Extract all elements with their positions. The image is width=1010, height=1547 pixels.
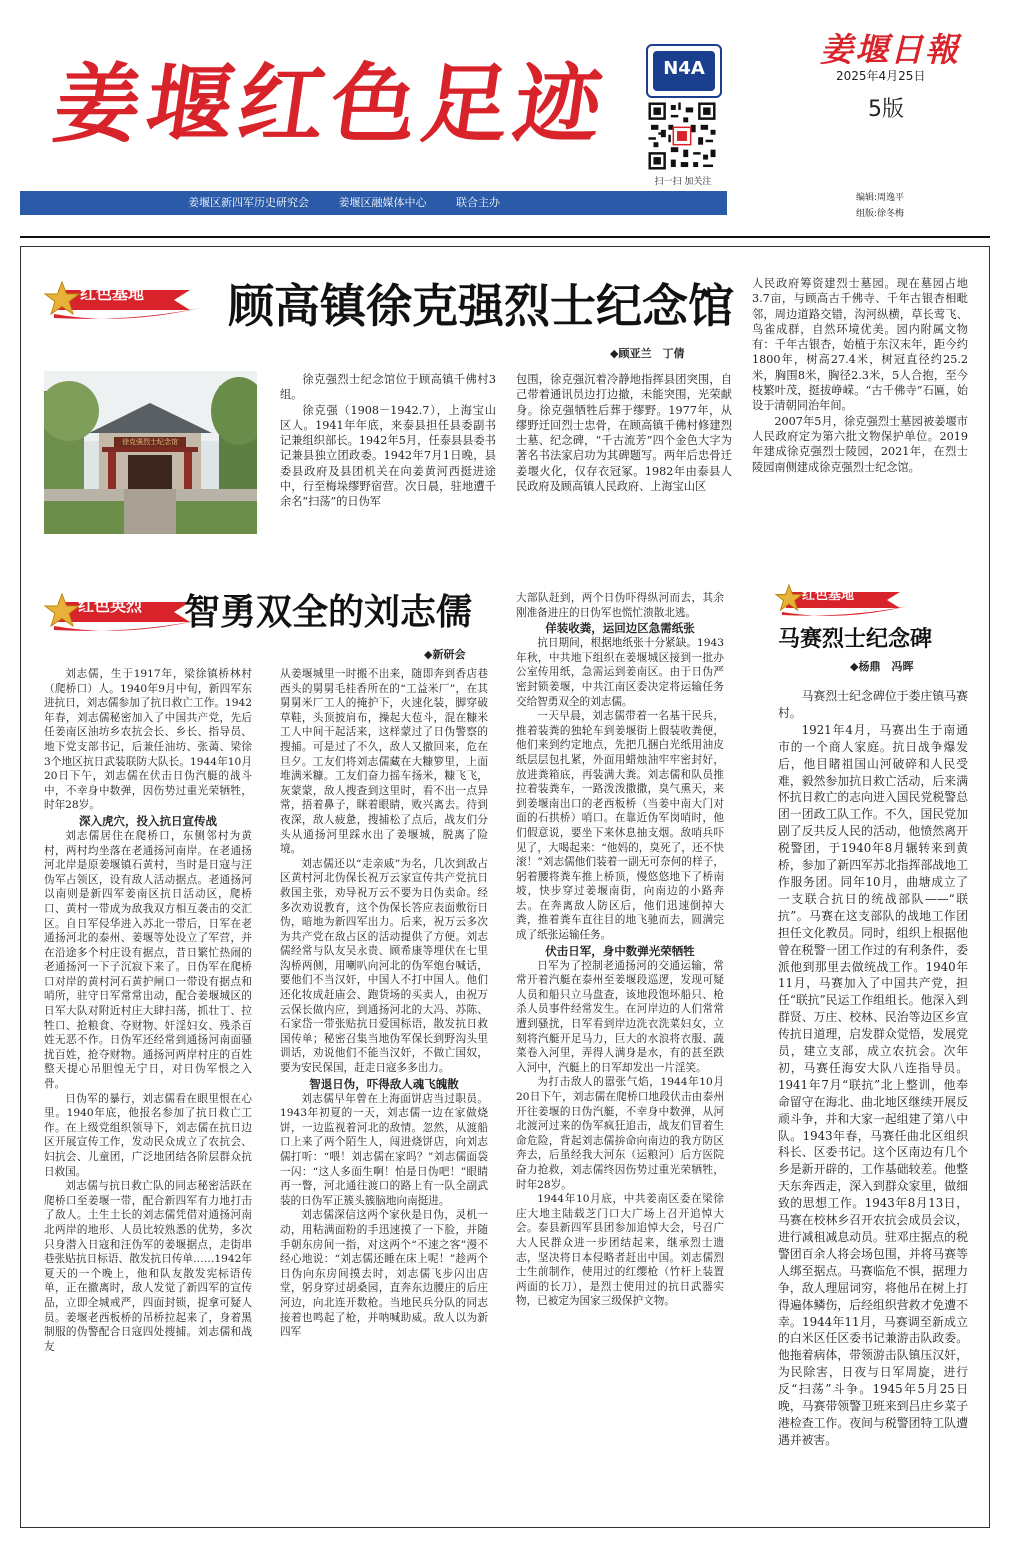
masthead-title: 姜堰红色足迹 [47,54,615,155]
editor-credit: 编辑:周逸平 [856,193,905,203]
paragraph: 2007年5月，徐克强烈士墓园被姜堰市人民政府定为第六批文物保护单位。2019年建成徐克强烈士陵园，2021年，在烈士陵园南侧建成徐克强烈士纪念馆。 [752,414,968,474]
article1-title: 顾高镇徐克强烈士纪念馆 [228,279,734,333]
paragraph: 包围，徐克强沉着冷静地指挥县团突围，自己带着通讯员边打边撤，未能突围，光荣献身。徐克强牺牲后葬于缪野。1977年，从缪野迁回烈士忠骨，在顾高镇千佛村修建烈士墓、纪念碑，“千古流芳”四个金色大字为著名书法家启功为其碑题写。两年后忠骨迁姜堰火化，仅存衣冠冢。1982年由泰县人民政府及顾高镇人民政府、上海宝山区 [516,373,732,494]
organizer-1: 姜堰区新四军历史研究会 [188,196,309,209]
paragraph: 刘志儒，生于1917年，梁徐镇桥林村（爬桥口）人。1940年9月中旬，新四军东进抗日，刘志儒参加了抗日救亡工作。1942年春，刘志儒秘密加入了中国共产党，先后任姜南区油坊乡农抗会长、乡长、指导员、地下党支部书记，后兼任油坊、张蔼、梁徐3个地区抗日武装联防大队长。1944年10月20日下午，刘志儒在伏击日伪汽艇的战斗中，不幸身中数弹，因伤势过重光荣牺牲，时年28岁。 [44,668,252,812]
paragraph: 徐克强（1908－1942.7），上海宝山区人。1941年年底，来泰县担任县委副书记兼组织部长。1942年5月，任泰县县委书记兼县独立团政委。1942年7月1日晚，县委县政府及县团机关在向姜黄河西挺进途中，行至梅垛缪野宿营。次日晨，驻地遭千余名“扫荡”的日伪军 [280,403,496,509]
memorial-hall-photo [44,371,257,534]
subheading: 佯装收粪，运回边区急需纸张 [545,621,695,636]
n4a-badge [646,44,722,98]
edition-number: 5版 [868,97,904,122]
article1-column-3 [752,276,968,475]
organizers-bar [20,191,727,215]
paragraph: 抗日期间，根据地纸张十分紧缺。1943年秋，中共地下组织在姜堰城区接到一批办公室传用纸，急需运到姜南区。由于日伪严密封锁姜堰，中共江南区委决定将运输任务交给智勇双全的刘志儒。 [516,637,724,708]
issue-date: 2025年4月25日 [836,69,926,83]
newspaper-name: 姜堰日報 [820,30,960,69]
article1-column-1 [280,372,496,510]
article2-column-2 [280,667,488,1340]
article1-column-2 [516,372,732,494]
article2-tag: 红色英烈 [78,596,143,615]
header-rule [20,236,990,238]
organizer-3: 联合主办 [456,196,500,209]
paragraph: 刘志儒还以“走亲戚”为名，几次到敌占区黄村河北伪保长祝万云家宣传共产党抗日救国主张，劝导祝万云不要为日伪卖命。经多次劝说教育，这个伪保长答应表面敷衍日伪，暗地为新四军出力。后来，祝万云多次为共产党在敌占区的活动提供了方便。刘志儒经常与队友吴永贵、顾希康等埋伏在七里沟桥两侧，用喇叭向河北的伪军炮台喊话，要他们不当汉奸，中国人不打中国人。他们还化妆成赶庙会、跑货场的买卖人，由祝万云保长做内应，到通扬河北的大冯、苏陈、石家岱一带张贴抗日爱国标语，散发抗日救国传单；秘密召集当地伪军保长到野沟头里训话，劝说他们不能当汉奸，不做亡国奴，要为安民保国，赶走日寇多多出力。 [280,857,488,1075]
article3-byline: ◆杨鼎 冯晖 [850,660,914,673]
paragraph: 日军为了控制老通扬河的交通运输，常常开着汽艇在泰州至姜堰段巡逻，发现可疑人员和船只立马盘查，该地段饱坏船只、枪杀人员事件经常发生。在河岸边的人们常常遭到骚扰，日军看到岸边洗衣洗菜妇女，立刻将汽艇开足马力，巨大的水浪将衣服、蔬菜卷入河里，弄得人满身是水，有的甚至跌入河中，汽艇上的日军却发出一片淫笑。 [516,959,724,1074]
paragraph: 大部队赶到，两个日伪吓得纵河而去，其余刚准备进庄的日伪军也慌忙溃散北逃。 [516,592,724,619]
article2-column-1 [44,667,252,1354]
article2-column-3 [516,591,724,1309]
paragraph: 日伪军的暴行，刘志儒看在眼里恨在心里。1940年底，他报名参加了抗日救亡工作。在上级党组织领导下，刘志儒在抗日边区开展宣传工作，发动民众成立了农抗会、妇抗会、儿童团，广泛地团结各阶层群众抗日救国。 [44,1092,252,1178]
paragraph: 为打击敌人的嚣张气焰，1944年10月20日下午，刘志儒在爬桥口地段伏击由泰州开往姜堰的日伪汽艇，不幸身中数弹，从河北渡河过来的伪军疯狂追击，战友们冒着生命危险，背起刘志儒拚命向南边的我方防区奔去，后虽经我大河东（运粮河）后方医院奋力抢救，刘志儒终因伤势过重光荣牺牲，时年28岁。 [516,1076,724,1191]
article1-tag: 红色基地 [80,284,145,303]
layout-credit: 组版:徐冬梅 [856,209,905,219]
credits [856,190,904,222]
article3-tag: 红色基地 [802,588,855,603]
subheading: 深入虎穴，投入抗日宣传战 [79,813,217,828]
n4a-badge-label: N4A [653,51,715,91]
article2-byline: ◆新研会 [424,648,466,661]
paragraph: 刘志儒深信这两个家伙是日伪，灵机一动，用粘满面粉的手迅速摸了一下脸，并随手朝东房间一指，对这两个“不速之客”漫不经心地说：“刘志儒还睡在床上呢！”趁两个日伪向东房间摸去时，刘志儒飞步闪出店堂，躬身穿过胡桑园，直奔东边腰庄的后庄河边，向北连开数枪。当地民兵分队的同志接着也鸣起了枪，并呐喊助威。敌人以为新四军 [280,1209,488,1339]
paragraph: 徐克强烈士纪念馆位于顾高镇千佛村3组。 [280,373,496,402]
article3-title: 马赛烈士纪念碑 [778,626,933,652]
paragraph: 从姜堰城里一时搬不出来，随即奔到香店巷西头的舅舅毛桂香所在的“工益米厂”，在其舅舅米厂工人的掩护下，火速化装，脚穿破草鞋，头顶披肩布，操起大苞斗，混在糠米工人中间干起活来，这样蒙过了日伪警察的搜捕。可是过了不久，敌人又撤回来，危在旦夕。工友们将刘志儒藏在大糠箩里，上面堆满米糠。工友们奋力摇车扬米，糠飞飞，灰蒙蒙，敌人搜查到这里时，看不出一点异常，捂着鼻子，眯着眼睛，败兴离去。待到夜深，敌人疲惫，搜捕松了点后，战友们分头从通扬河里踩水出了姜堰城，脱离了险境。 [280,668,488,856]
paragraph: 人民政府筹资建烈士墓园。现在墓园占地3.7亩，与顾高古千佛寺、千年古银杏相毗邻，周边道路交错，沟河纵横，草长莺飞、鸟雀成群，自然环境优美。园内附属文物有：千年古银杏，始植于东汉末年，距今约1800年，树高27.4米，树冠直径约25.2米，胸围8米，胸径2.3米，5人合抱，至今枝繁叶茂，挺拔峥嵘。“古千佛寺”石匾，始设于清朝同治年间。 [752,277,968,413]
article3-column [778,688,968,1449]
paragraph: 刘志儒与抗日救亡队的同志秘密活跃在爬桥口至姜堰一带，配合新四军有力地打击了敌人。土生土长的刘志儒凭借对通扬河南北两岸的地形、人员比较熟悉的优势，多次只身潜入日寇和汪伪军的姜堰据点，走街串巷张贴抗日标语、散发抗日传单……1942年夏天的一个晚上，他和队友散发宪标语传单，正在撤离时，敌人发觉了新四军的宣传品，立即全城戒严，四面封锁，捉拿可疑人员。姜堰老西板桥的吊桥拉起来了，身着黑制服的伪警配合日寇四处搜捕。刘志儒和战友 [44,1180,252,1353]
paragraph: 刘志儒早年曾在上海面饼店当过职员。1943年初夏的一天，刘志儒一边在家做烧饼，一边监视着河北的敌情。忽然，从渡船口上来了两个陌生人，闯进烧饼店，向刘志儒打听：“喂！刘志儒在家吗？”刘志儒面袋一闪：“这人多面生啊！怕是日伪吧！”眼睛再一瞥，河北通往渡口的路上有一队全副武装的日伪军正簇头簇脑地向南挺进。 [280,1092,488,1207]
paragraph: 刘志儒居住在爬桥口，东侧邻村为黄村，两村均坐落在老通扬河南岸。在老通扬河北岸是原姜堰镇石黄村，当时是日寇与汪伪军占领区，设有敌人活动据点。老通扬河以南则是新四军姜南区抗日活动区，爬桥口、黄村一带成为敌我双方相互袭击的交汇区。自日军侵华进入苏北一带后，日军在老通扬河北的泰州、姜堰等处设立了军营，并在沿途多个村庄设有据点，昔日繁忙热闹的老通扬河一下子沉寂下来了。日伪军在爬桥口对岸的黄村河石黄护闸口一带设有据点和哨所，驻守日军常常出动，配合姜堰城区的日军大队对附近村庄大肆扫荡，抓壮丁、拉牲口、抢粮食、夺财物、奸淫妇女、残杀百姓无恶不作。日伪军还经常到通扬河南面骚扰百姓，抢夺财物。通扬河两岸村庄的百姓整天提心吊胆惶无宁日，对日伪军恨之入骨。 [44,829,252,1091]
paragraph: 一天早晨，刘志儒带着一名基干民兵，推着装粪的独轮车到姜堰街上假装收粪便，他们来到约定地点，先把几捆白光纸用油皮纸层层包扎紧，外面用蜡烛油牢牢密封好，放进粪箱底，再装满大粪。刘志儒和队员推拉着装粪车，一路泼泼撒撒，臭气熏天，来到姜堰南出口的老西板桥（当姜中南大门对面的石拱桥）哨口。在靠近伪军岗哨时，他们假意说，要坐下来休息抽支烟。敌哨兵吓见了，大喝起来：“他妈的，臭死了，还不快滚！”刘志儒他们装着一副无可奈何的样子，躬着腰将粪车推上桥顶，慢悠悠地下了桥南坡，快步穿过姜堰南街，向南边的小路奔去。在奔离敌人防区后，他们迅速倒掉大粪，推着粪车直往目的地飞驰而去，圆满完成了纸张运输任务。 [516,710,724,942]
article1-byline: ◆顾亚兰 丁倩 [610,347,685,360]
subheading: 伏击日军，身中数弹光荣牺牲 [545,943,695,958]
photo-sign-text: 徐克强烈士纪念馆 [122,438,178,446]
paragraph: 马赛烈士纪念碑位于娄庄镇马赛村。 [778,689,968,720]
qr-code-icon[interactable] [646,100,718,172]
paragraph: 1921年4月，马赛出生于南通市的一个商人家庭。抗日战争爆发后，他目睹祖国山河破碎和人民受难，毅然参加抗日救亡活动，后来满怀抗日救亡的志向进入国民党税警总团一团政工队工作。不久，国民党加剧了反共反人民的活动，他愤然离开税警团，于1940年8月辗转来到黄桥，参加了新四军苏北指挥部战地工作服务团。同年10月，曲塘成立了一支联合抗日的统战部队——“联抗”。马赛在这支部队的战地工作团担任文化教员。同时，组织上根据他曾在税警一团工作过的有利条件，委派他到那里去做统战工作。1940年11月，马赛加入了中国共产党，担任“联抗”民运工作组组长。他深入到群贤、万庄、校林、民治等边区乡宣传抗日道理，启发群众觉悟，发展党员，建立支部，成立农抗会。次年初，马赛任海安大队八连指导员。1941年7月“联抗”北上整训，他奉命留守在海北、曲北地区继续开展反顽斗争，并和大家一起组建了第八中队。1943年春，马赛任曲北区组织科长、区委书记。这个区南边有几个乡是新开辟的，工作基础较差。他整天东奔西走，深入到群众家里，做细致的思想工作。1943年8月13日，马赛在校林乡召开农抗会成员会议，进行减租减息动员。驻邓庄据点的税警团百余人将会场包围，并将马赛等人绑至据点。马赛临危不惧，据理力争，敌人理屈词穷，将他吊在树上打得遍体鳞伤，后经组织营救才免遭不幸。1944年11月，马赛调至新成立的白米区任区委书记兼游击队政委。他拖着病体，带领游击队镇压汉奸，为民除害，日夜与日军周旋，进行反“扫荡”斗争。1945年5月25日晚，马赛带领警卫班来到吕庄乡菜子港检查工作。夜间与税警团特工队遭遇并被害。 [778,722,968,1447]
article2-title: 智勇双全的刘志儒 [184,591,473,633]
qr-caption: 扫一扫 加关注 [654,177,712,187]
subheading: 智退日伪，吓得敌人魂飞魄散 [309,1076,459,1091]
paragraph: 1944年10月底，中共姜南区委在梁徐庄大地主陆载芝门口大广场上召开追悼大会。泰县新四军县团参加追悼大会，号召广大人民群众进一步团结起来，继承烈士遗志，坚决将日本侵略者赶出中国。刘志儒烈士生前制作，使用过的红缨枪（竹杆上装置两面的长刀），是烈士使用过的抗日武器实物，已被定为国家三级保护文物。 [516,1193,724,1308]
organizer-2: 姜堰区融媒体中心 [338,196,427,209]
